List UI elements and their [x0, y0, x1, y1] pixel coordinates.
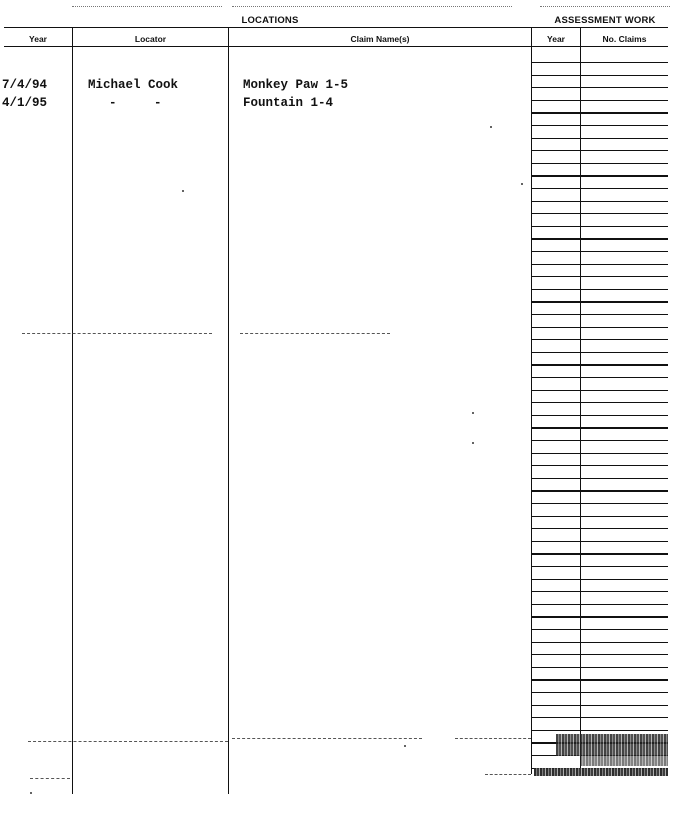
- scan-noise-top-left: [72, 6, 222, 8]
- assessment-ruled-line: [532, 364, 668, 365]
- assessment-ruled-line: [532, 402, 668, 403]
- assessment-ruled-line: [532, 478, 668, 479]
- scan-speck: [490, 126, 492, 128]
- row-locator: Michael Cook: [88, 78, 179, 92]
- assessment-ruled-line: [532, 238, 668, 239]
- dashed-line-footer-left: [30, 778, 70, 780]
- column-divider-assessment-year-claims: [580, 28, 581, 774]
- assessment-ruled-line: [532, 528, 668, 529]
- column-header-locator: Locator: [134, 34, 167, 44]
- dashed-line-footer-right: [485, 774, 531, 776]
- assessment-ruled-line: [532, 188, 668, 189]
- dashed-line-bottom-mid: [232, 738, 422, 740]
- assessment-ruled-line: [532, 251, 668, 252]
- assessment-ruled-line: [532, 516, 668, 517]
- row-locator: - -: [109, 96, 162, 110]
- assessment-ruled-line: [532, 579, 668, 580]
- assessment-ruled-line: [532, 352, 668, 353]
- assessment-ruled-line: [532, 490, 668, 491]
- assessment-ruled-line: [532, 301, 668, 302]
- assessment-ruled-line: [532, 377, 668, 378]
- scan-noise-top-mid: [232, 6, 512, 8]
- assessment-ruled-line: [532, 692, 668, 693]
- column-divider-year-locator: [72, 28, 73, 794]
- assessment-ruled-line: [532, 125, 668, 126]
- scan-speck: [472, 442, 474, 444]
- assessment-ruled-line: [532, 465, 668, 466]
- column-header-no-claims: No. Claims: [602, 34, 647, 44]
- assessment-ruled-line: [532, 705, 668, 706]
- column-header-claim-names: Claim Name(s): [350, 34, 410, 44]
- assessment-ruled-line: [532, 730, 668, 731]
- assessment-ruled-line: [532, 75, 668, 76]
- assessment-ruled-line: [532, 503, 668, 504]
- assessment-ruled-line: [532, 264, 668, 265]
- assessment-ruled-line: [532, 62, 668, 63]
- assessment-work-title: ASSESSMENT WORK: [554, 15, 656, 26]
- assessment-ruled-line: [532, 566, 668, 567]
- assessment-ruled-line: [532, 616, 668, 617]
- assessment-ruled-line: [532, 314, 668, 315]
- assessment-ruled-line: [532, 175, 668, 176]
- assessment-ruled-line: [532, 415, 668, 416]
- row-year: 7/4/94: [2, 78, 48, 92]
- assessment-ruled-line: [532, 440, 668, 441]
- assessment-ruled-line: [532, 553, 668, 554]
- assessment-ruled-line: [532, 201, 668, 202]
- scan-speck: [521, 183, 523, 185]
- header-top-rule: [4, 27, 668, 28]
- scan-speck: [30, 792, 32, 794]
- assessment-ruled-line: [532, 276, 668, 277]
- assessment-ruled-line: [532, 339, 668, 340]
- header-bottom-rule: [4, 46, 668, 47]
- assessment-ruled-line: [532, 138, 668, 139]
- row-claim-name: Monkey Paw 1-5: [243, 78, 349, 92]
- dashed-line-bottom-left: [28, 741, 228, 743]
- assessment-ruled-line: [532, 226, 668, 227]
- assessment-ruled-line: [532, 541, 668, 542]
- row-year: 4/1/95: [2, 96, 48, 110]
- assessment-ruled-line: [532, 327, 668, 328]
- locations-title: LOCATIONS: [241, 15, 299, 26]
- assessment-ruled-line: [532, 427, 668, 428]
- assessment-ruled-line: [532, 679, 668, 680]
- assessment-ruled-line: [532, 453, 668, 454]
- assessment-ruled-line: [532, 100, 668, 101]
- scan-smudge: [556, 734, 668, 756]
- assessment-ruled-line: [532, 390, 668, 391]
- scan-noise-top-right: [540, 6, 670, 8]
- row-claim-name: Fountain 1-4: [243, 96, 334, 110]
- assessment-ruled-line: [532, 87, 668, 88]
- scan-speck: [182, 190, 184, 192]
- assessment-ruled-line: [532, 717, 668, 718]
- assessment-ruled-line: [532, 112, 668, 113]
- assessment-ruled-line: [532, 642, 668, 643]
- scan-smudge: [580, 756, 668, 766]
- dashed-line-mid-left: [22, 333, 212, 335]
- assessment-ruled-line: [532, 667, 668, 668]
- dashed-line-bottom-right: [455, 738, 531, 740]
- assessment-ruled-line: [532, 163, 668, 164]
- column-divider-locator-claims: [228, 28, 229, 794]
- column-divider-claims-assessment: [531, 28, 532, 774]
- scan-smudge: [534, 768, 668, 776]
- scan-speck: [404, 745, 406, 747]
- assessment-ruled-line: [532, 213, 668, 214]
- assessment-ruled-line: [532, 150, 668, 151]
- scan-speck: [472, 412, 474, 414]
- assessment-ruled-line: [532, 604, 668, 605]
- assessment-ruled-line: [532, 289, 668, 290]
- column-header-assessment-year: Year: [547, 34, 565, 44]
- assessment-ruled-line: [532, 591, 668, 592]
- assessment-ruled-line: [532, 629, 668, 630]
- column-header-year: Year: [29, 34, 47, 44]
- assessment-ruled-line: [532, 654, 668, 655]
- dashed-line-mid-right: [240, 333, 390, 335]
